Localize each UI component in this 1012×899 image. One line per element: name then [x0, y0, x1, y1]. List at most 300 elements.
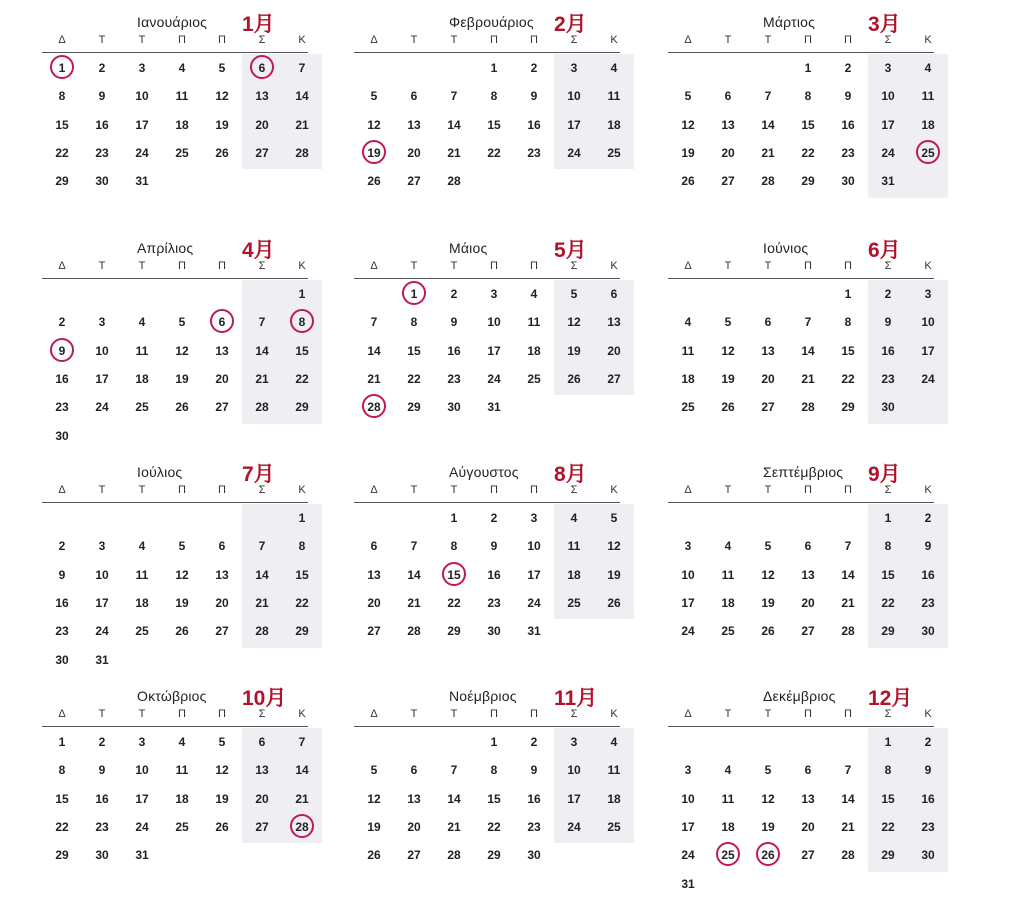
day-cell: 13	[761, 343, 775, 358]
month-name: Ιανουάριος	[137, 14, 208, 30]
weekday-header: Δ	[684, 260, 692, 272]
day-cell: 30	[95, 848, 109, 863]
holiday-day-cell: 8	[282, 310, 322, 334]
day-cell: 17	[487, 343, 501, 358]
month-name: Ιούνιος	[763, 240, 809, 256]
weekday-header: Τ	[764, 708, 772, 720]
day-cell: 9	[884, 315, 892, 330]
day-cell: 12	[681, 117, 695, 132]
weekday-header: Τ	[98, 34, 106, 46]
day-cell: 16	[881, 343, 895, 358]
day-cell: 27	[801, 848, 815, 863]
day-cell: 9	[490, 539, 498, 554]
day-cell: 9	[844, 89, 852, 104]
day-cell: 29	[295, 624, 309, 639]
day-cell: 17	[95, 371, 109, 386]
day-cell: 26	[721, 400, 735, 415]
day-cell: 7	[804, 315, 812, 330]
day-cell: 26	[761, 624, 775, 639]
month-name: Ιούλιος	[137, 464, 183, 480]
day-cell: 14	[295, 89, 309, 104]
day-cell: 6	[724, 89, 732, 104]
day-cell: 10	[95, 567, 109, 582]
day-cell: 23	[487, 595, 501, 610]
month-block	[354, 226, 664, 451]
day-cell: 6	[410, 763, 418, 778]
weekday-header: Κ	[924, 34, 932, 46]
day-cell: 6	[258, 735, 266, 749]
day-cell: 7	[844, 763, 852, 778]
day-cell: 27	[255, 819, 269, 834]
day-cell: 16	[95, 117, 109, 132]
day-cell: 27	[367, 624, 381, 639]
day-cell: 4	[610, 735, 618, 749]
weekday-header: Τ	[98, 484, 106, 496]
day-cell: 5	[370, 89, 378, 104]
day-cell: 12	[215, 763, 229, 778]
day-cell: 20	[215, 595, 229, 610]
day-cell: 23	[527, 145, 541, 160]
weekday-header: Δ	[58, 708, 66, 720]
day-cell: 15	[841, 343, 855, 358]
day-cell: 4	[684, 315, 692, 330]
day-cell: 17	[681, 819, 695, 834]
day-cell: 14	[801, 343, 815, 358]
day-cell: 30	[841, 174, 855, 189]
weekday-header: Π	[218, 484, 226, 496]
day-cell: 17	[527, 567, 541, 582]
month-number: 8月	[554, 463, 587, 486]
day-cell: 10	[487, 315, 501, 330]
weekday-header: Π	[178, 708, 186, 720]
day-cell: 3	[570, 61, 578, 75]
day-cell: 14	[841, 567, 855, 582]
day-cell: 20	[607, 343, 621, 358]
day-cell: 30	[921, 848, 935, 863]
weekday-header-row	[668, 484, 934, 502]
day-cell: 13	[255, 89, 269, 104]
day-cell: 23	[55, 400, 69, 415]
day-cell: 17	[567, 791, 581, 806]
month-number: 6月	[868, 239, 901, 262]
day-cell: 13	[407, 117, 421, 132]
day-cell: 14	[295, 763, 309, 778]
day-cell: 18	[175, 117, 189, 132]
day-cell: 20	[407, 145, 421, 160]
day-cell: 4	[178, 61, 186, 75]
weekday-header: Τ	[764, 34, 772, 46]
day-cell: 11	[721, 791, 735, 806]
day-cell: 10	[567, 89, 581, 104]
day-cell: 28	[295, 145, 309, 160]
weekday-header: Κ	[298, 260, 306, 272]
day-cell: 21	[255, 595, 269, 610]
day-cell: 18	[175, 791, 189, 806]
day-cell: 18	[721, 595, 735, 610]
day-cell: 7	[450, 763, 458, 778]
month-number: 4月	[242, 239, 275, 262]
weekday-header: Π	[490, 708, 498, 720]
weekday-header-row	[668, 34, 934, 52]
day-cell: 18	[567, 567, 581, 582]
day-cell: 4	[724, 763, 732, 778]
day-cell: 19	[367, 819, 381, 834]
day-cell: 13	[215, 567, 229, 582]
day-cell: 26	[215, 145, 229, 160]
weekday-header: Π	[844, 34, 852, 46]
day-cell: 15	[801, 117, 815, 132]
day-cell: 20	[255, 791, 269, 806]
weekday-header: Σ	[258, 34, 266, 46]
day-cell: 31	[135, 174, 149, 189]
day-cell: 7	[410, 539, 418, 554]
day-cell: 2	[844, 61, 852, 75]
day-cell: 29	[447, 624, 461, 639]
day-cell: 12	[175, 567, 189, 582]
day-cell: 2	[58, 539, 66, 554]
day-cell: 25	[567, 595, 581, 610]
day-cell: 5	[178, 315, 186, 330]
weekday-header: Δ	[370, 260, 378, 272]
day-cell: 21	[801, 371, 815, 386]
day-cell: 23	[921, 595, 935, 610]
day-cell: 24	[567, 145, 581, 160]
day-cell: 20	[801, 819, 815, 834]
day-cell: 4	[530, 287, 538, 301]
day-cell: 13	[801, 791, 815, 806]
month-name: Νοέμβριος	[449, 688, 517, 704]
month-number: 5月	[554, 239, 587, 262]
weekday-header: Δ	[58, 34, 66, 46]
day-cell: 5	[218, 61, 226, 75]
day-cell: 25	[135, 624, 149, 639]
day-cell: 17	[135, 117, 149, 132]
day-cell: 23	[921, 819, 935, 834]
month-block	[42, 674, 352, 899]
day-cell: 16	[527, 791, 541, 806]
day-cell: 13	[801, 567, 815, 582]
day-cell: 31	[881, 174, 895, 189]
day-cell: 7	[370, 315, 378, 330]
day-cell: 5	[764, 539, 772, 554]
month-number: 2月	[554, 13, 587, 36]
day-cell: 9	[924, 539, 932, 554]
day-cell: 4	[138, 539, 146, 554]
day-cell: 28	[801, 400, 815, 415]
day-cell: 22	[487, 819, 501, 834]
day-cell: 30	[487, 624, 501, 639]
day-cell: 26	[367, 848, 381, 863]
month-number: 1月	[242, 13, 275, 36]
weekday-header: Σ	[884, 708, 892, 720]
day-cell: 14	[447, 791, 461, 806]
day-cell: 2	[450, 287, 458, 301]
month-block	[668, 226, 978, 451]
day-cell: 29	[55, 848, 69, 863]
day-cell: 21	[295, 117, 309, 132]
day-cell: 30	[921, 624, 935, 639]
day-cell: 2	[884, 287, 892, 301]
day-cell: 14	[447, 117, 461, 132]
day-cell: 18	[921, 117, 935, 132]
day-cell: 19	[175, 595, 189, 610]
day-cell: 1	[490, 735, 498, 749]
day-cell: 12	[215, 89, 229, 104]
day-cell: 17	[881, 117, 895, 132]
day-cell: 24	[527, 595, 541, 610]
day-cell: 15	[407, 343, 421, 358]
day-cell: 11	[607, 763, 621, 778]
weekday-header: Κ	[298, 34, 306, 46]
day-cell: 3	[490, 287, 498, 301]
weekday-header: Δ	[684, 484, 692, 496]
day-cell: 3	[884, 61, 892, 75]
day-cell: 22	[881, 595, 895, 610]
holiday-day-cell: 19	[354, 141, 394, 165]
weekday-header: Π	[530, 260, 538, 272]
day-cell: 28	[407, 624, 421, 639]
weekday-header: Π	[804, 34, 812, 46]
header-divider	[42, 502, 308, 503]
day-cell: 26	[175, 624, 189, 639]
month-block	[668, 0, 978, 225]
day-cell: 2	[490, 511, 498, 525]
weekday-header: Π	[490, 260, 498, 272]
day-cell: 22	[841, 371, 855, 386]
month-name: Αύγουστος	[449, 464, 519, 480]
day-cell: 4	[138, 315, 146, 330]
day-cell: 22	[487, 145, 501, 160]
weekday-header: Π	[530, 484, 538, 496]
day-cell: 9	[58, 567, 66, 582]
day-cell: 31	[135, 848, 149, 863]
day-cell: 27	[761, 400, 775, 415]
weekday-header: Π	[218, 708, 226, 720]
day-cell: 18	[527, 343, 541, 358]
holiday-day-cell: 28	[282, 815, 322, 839]
month-name: Φεβρουάριος	[449, 14, 534, 30]
month-number: 9月	[868, 463, 901, 486]
day-cell: 2	[924, 735, 932, 749]
day-cell: 17	[95, 595, 109, 610]
day-cell: 8	[490, 89, 498, 104]
day-cell: 24	[881, 145, 895, 160]
weekday-header: Π	[178, 260, 186, 272]
day-cell: 17	[681, 595, 695, 610]
month-number: 10月	[242, 687, 287, 710]
weekday-header: Τ	[410, 484, 418, 496]
day-cell: 11	[175, 89, 189, 104]
day-cell: 2	[530, 61, 538, 75]
day-cell: 30	[55, 428, 69, 443]
day-cell: 24	[135, 819, 149, 834]
day-cell: 7	[764, 89, 772, 104]
day-cell: 13	[215, 343, 229, 358]
weekday-header: Σ	[570, 708, 578, 720]
day-cell: 21	[841, 595, 855, 610]
day-cell: 20	[407, 819, 421, 834]
weekday-header-row	[354, 708, 620, 726]
weekday-header: Δ	[370, 708, 378, 720]
day-cell: 19	[215, 791, 229, 806]
day-cell: 25	[681, 400, 695, 415]
day-cell: 10	[681, 791, 695, 806]
day-cell: 4	[724, 539, 732, 554]
day-cell: 23	[55, 624, 69, 639]
month-number: 3月	[868, 13, 901, 36]
day-cell: 10	[135, 763, 149, 778]
day-cell: 1	[490, 61, 498, 75]
day-cell: 29	[801, 174, 815, 189]
day-cell: 24	[681, 624, 695, 639]
day-cell: 2	[530, 735, 538, 749]
day-cell: 5	[764, 763, 772, 778]
day-cell: 1	[844, 287, 852, 301]
day-cell: 20	[255, 117, 269, 132]
weekday-header: Σ	[258, 260, 266, 272]
month-name: Δεκέμβριος	[763, 688, 836, 704]
weekday-header: Π	[490, 34, 498, 46]
day-cell: 5	[684, 89, 692, 104]
weekday-header: Τ	[410, 34, 418, 46]
weekday-header: Σ	[258, 484, 266, 496]
day-cell: 25	[607, 819, 621, 834]
header-divider	[354, 52, 620, 53]
day-cell: 6	[370, 539, 378, 554]
day-cell: 26	[215, 819, 229, 834]
weekday-header: Δ	[370, 484, 378, 496]
day-cell: 3	[570, 735, 578, 749]
day-cell: 14	[841, 791, 855, 806]
weekday-header: Κ	[610, 260, 618, 272]
day-cell: 12	[367, 117, 381, 132]
day-cell: 30	[55, 652, 69, 667]
weekday-header: Π	[804, 708, 812, 720]
day-cell: 10	[921, 315, 935, 330]
day-cell: 3	[684, 763, 692, 778]
day-cell: 24	[487, 371, 501, 386]
weekday-header: Σ	[884, 260, 892, 272]
day-cell: 5	[610, 511, 618, 525]
day-cell: 27	[607, 371, 621, 386]
day-cell: 12	[761, 791, 775, 806]
day-cell: 15	[55, 791, 69, 806]
day-cell: 29	[487, 848, 501, 863]
weekday-header: Τ	[410, 708, 418, 720]
day-cell: 20	[801, 595, 815, 610]
weekday-header: Κ	[298, 708, 306, 720]
weekday-header-row	[354, 484, 620, 502]
day-cell: 3	[924, 287, 932, 301]
weekday-header: Σ	[570, 260, 578, 272]
day-cell: 4	[570, 511, 578, 525]
day-cell: 16	[55, 595, 69, 610]
header-divider	[668, 502, 934, 503]
day-cell: 23	[95, 145, 109, 160]
weekday-header: Π	[490, 484, 498, 496]
holiday-day-cell: 26	[748, 843, 788, 867]
day-cell: 9	[924, 763, 932, 778]
weekday-header: Τ	[724, 708, 732, 720]
header-divider	[42, 726, 308, 727]
day-cell: 20	[215, 371, 229, 386]
day-cell: 15	[487, 791, 501, 806]
day-cell: 25	[175, 819, 189, 834]
day-cell: 8	[804, 89, 812, 104]
day-cell: 31	[681, 876, 695, 891]
weekday-header: Τ	[98, 708, 106, 720]
weekday-header: Κ	[610, 708, 618, 720]
weekday-header: Τ	[450, 708, 458, 720]
day-cell: 13	[255, 763, 269, 778]
day-cell: 16	[921, 791, 935, 806]
weekday-header: Δ	[370, 34, 378, 46]
month-number: 11月	[554, 687, 598, 710]
day-cell: 12	[761, 567, 775, 582]
day-cell: 2	[924, 511, 932, 525]
day-cell: 17	[567, 117, 581, 132]
day-cell: 22	[407, 371, 421, 386]
day-cell: 21	[295, 791, 309, 806]
weekday-header-row	[354, 34, 620, 52]
day-cell: 30	[881, 400, 895, 415]
day-cell: 30	[447, 400, 461, 415]
day-cell: 5	[218, 735, 226, 749]
day-cell: 19	[215, 117, 229, 132]
header-divider	[668, 52, 934, 53]
weekday-header: Τ	[138, 484, 146, 496]
day-cell: 5	[570, 287, 578, 301]
day-cell: 29	[881, 624, 895, 639]
day-cell: 11	[567, 539, 581, 554]
day-cell: 13	[721, 117, 735, 132]
day-cell: 10	[681, 567, 695, 582]
day-cell: 1	[804, 61, 812, 75]
day-cell: 26	[367, 174, 381, 189]
day-cell: 19	[567, 343, 581, 358]
day-cell: 28	[255, 400, 269, 415]
day-cell: 22	[801, 145, 815, 160]
day-cell: 25	[721, 624, 735, 639]
holiday-day-cell: 9	[42, 339, 82, 363]
day-cell: 5	[724, 315, 732, 330]
month-name: Μάρτιος	[763, 14, 816, 30]
day-cell: 7	[298, 61, 306, 75]
day-cell: 24	[95, 400, 109, 415]
day-cell: 29	[841, 400, 855, 415]
month-name: Οκτώβριος	[137, 688, 207, 704]
weekday-header: Δ	[684, 708, 692, 720]
day-cell: 18	[607, 791, 621, 806]
day-cell: 9	[450, 315, 458, 330]
day-cell: 3	[98, 315, 106, 330]
day-cell: 9	[530, 763, 538, 778]
weekday-header: Σ	[570, 34, 578, 46]
day-cell: 11	[527, 315, 541, 330]
day-cell: 15	[881, 567, 895, 582]
day-cell: 19	[175, 371, 189, 386]
holiday-day-cell: 15	[434, 563, 474, 587]
day-cell: 30	[527, 848, 541, 863]
day-cell: 25	[607, 145, 621, 160]
day-cell: 6	[804, 763, 812, 778]
weekday-header: Π	[844, 484, 852, 496]
day-cell: 16	[487, 567, 501, 582]
day-cell: 8	[298, 539, 306, 554]
day-cell: 18	[721, 819, 735, 834]
day-cell: 14	[761, 117, 775, 132]
holiday-day-cell: 1	[394, 282, 434, 306]
